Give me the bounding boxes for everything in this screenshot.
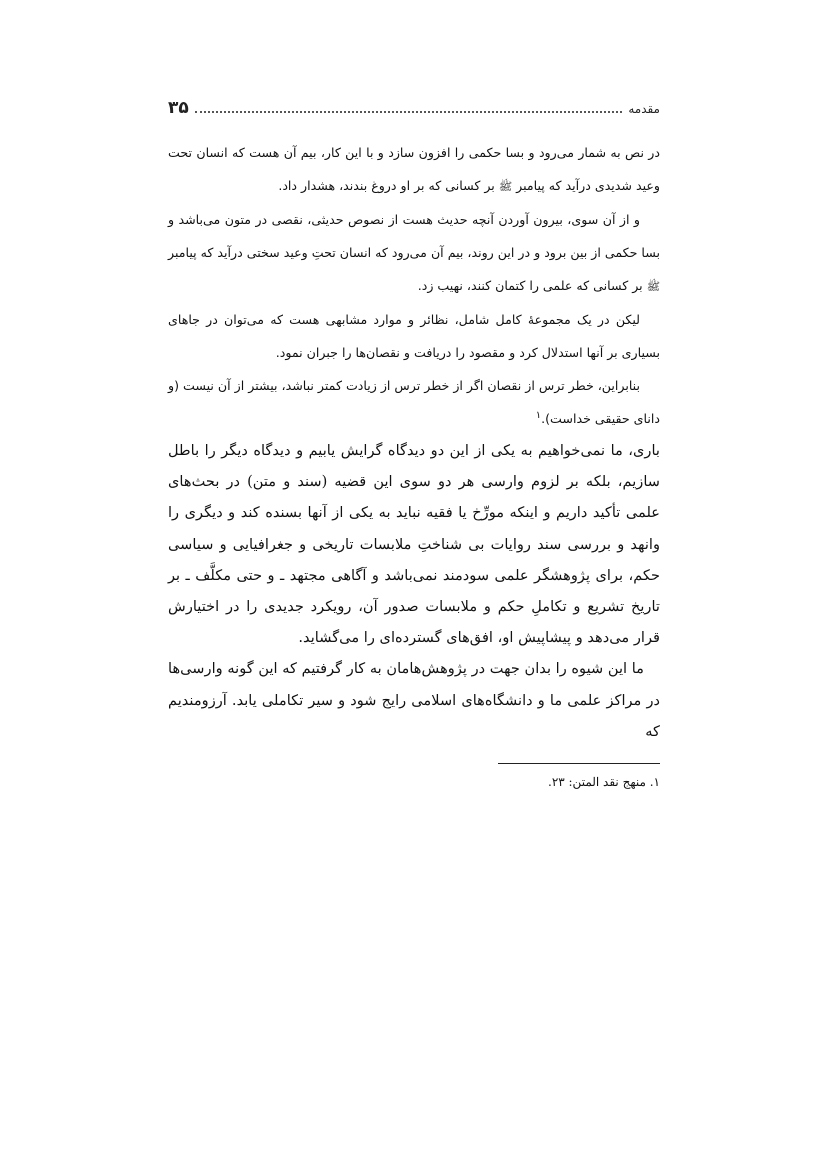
footnote-separator xyxy=(498,763,660,764)
quote-paragraph: بنابراین، خطر ترس از نقصان اگر از خطر ترس از زیادت کمتر نباشد، بیشتر از آن نیست (و دانای حقیقی خداست).$^۱$ xyxy=(168,378,660,426)
salawat-symbol: ﷺ xyxy=(498,180,513,193)
footnote: ۱. منهج نقد المتن: ۲۳. xyxy=(547,775,660,790)
header-dot-leader xyxy=(195,111,623,113)
quote-paragraph: در نص به شمار می‌رود و بسا حکمی را افزون سازد و با این کار، بیم آن هست که انسان تحت وعید شدیدی درآید که پیامبر ﷺ بر کسانی که بر او دروغ بندند، هشدار داد. xyxy=(168,145,660,193)
body-paragraph: ما این شیوه را بدان جهت در پژوهش‌هامان به کار گرفتیم که این گونه وارسی‌ها در مراکز علمی ما و دانشگاه‌های اسلامی رایج شود و سیر تکاملی یابد. آرزومندیم که xyxy=(168,660,660,740)
running-header xyxy=(168,98,660,124)
salawat-symbol: ﷺ xyxy=(646,280,660,293)
main-text xyxy=(168,435,660,747)
quote-paragraph: و از آن سوی، بیرون آوردن آنچه حدیث هست از نصوص حدیثی، نقصی در متون می‌باشد و بسا حکمی از بین برود و در این روند، بیم آن می‌رود که انسان تحتِ وعید سختی درآید که پیامبر ﷺ بر کسانی که علمی را کتمان کنند، نهیب زد. xyxy=(168,212,660,293)
quote-paragraph: لیکن در یک مجموعهٔ کامل شامل، نظائر و موارد مشابهی هست که می‌توان در جاهای بسیاری بر آنها استدلال کرد و مقصود را دریافت و نقصان‌ها را جبران نمود. xyxy=(168,312,660,360)
quoted-passage xyxy=(168,136,660,435)
chapter-title: مقدمه xyxy=(628,102,660,116)
document-page xyxy=(168,98,660,792)
page-number: ۳۵ xyxy=(168,98,189,118)
body-paragraph: باری، ما نمی‌خواهیم به یکی از این دو دیدگاه گرایش یابیم و دیدگاه دیگر را باطل سازیم، بلکه بر لزوم وارسی هر دو سوی این قضیه (سند و متن) در بحث‌های علمی تأکید داریم و اینکه مورِّخ یا فقیه نباید به یکی از آنها بسنده کند و دیگری را وانهد و بررسی سند روایات بی شناختِ ملابسات تاریخی و جغرافیایی و سیاسی حکم، برای پژوهشگر علمی سودمند نمی‌باشد و آگاهی مجتهد ـ و حتی مکلَّف ـ بر تاریخ تشریع و تکاملِ حکم و ملابسات صدور آن، رویکرد جدیدی را در اختیارش قرار می‌دهد و پیشاپیش او، افق‌های گسترده‌ای را می‌گشاید. xyxy=(168,442,660,647)
footnote-reference: ۱ xyxy=(535,409,542,421)
